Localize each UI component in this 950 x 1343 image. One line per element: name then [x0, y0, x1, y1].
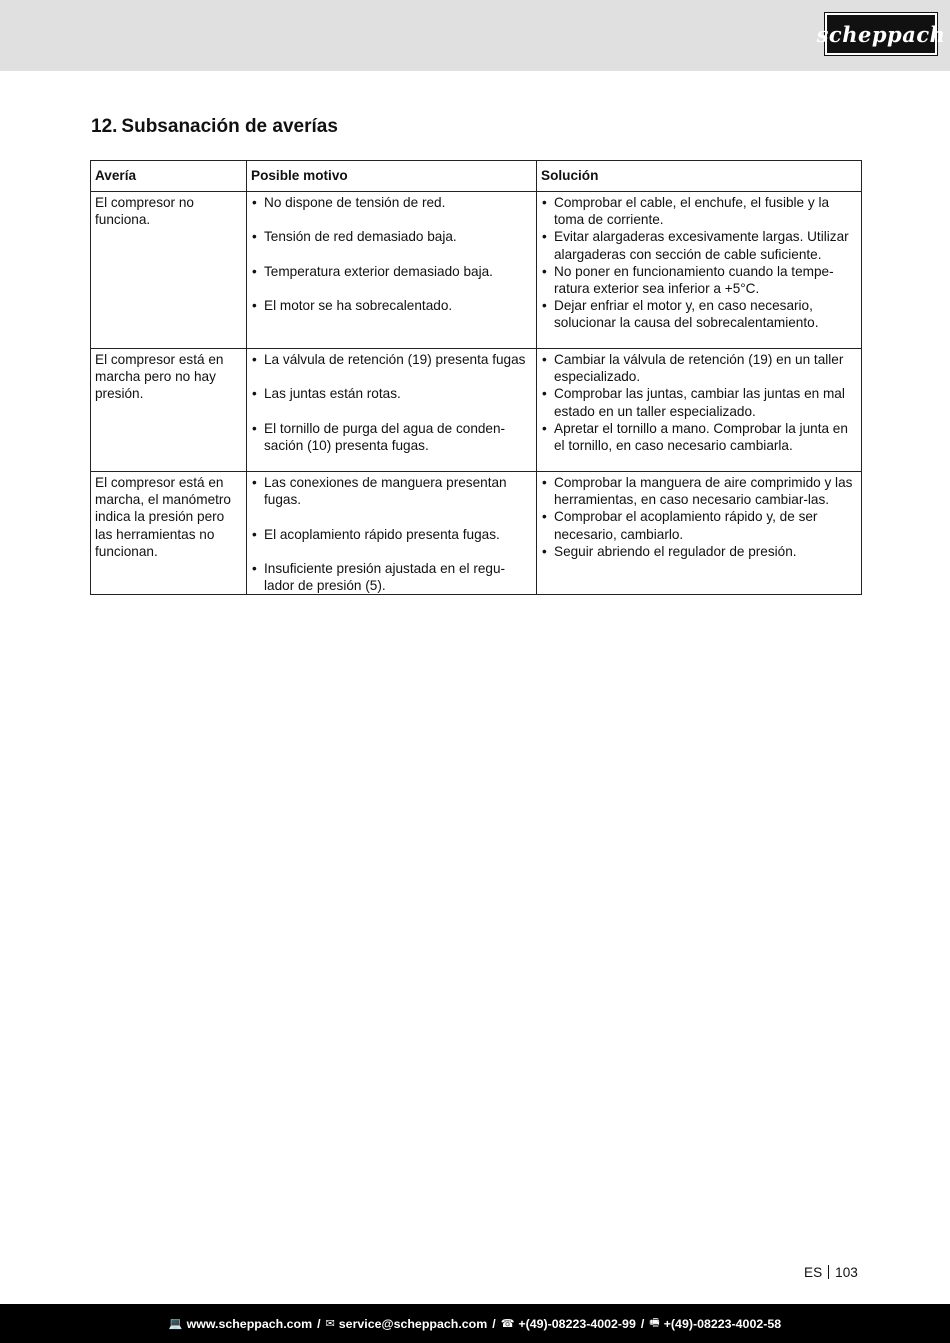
page-language: ES	[804, 1265, 823, 1280]
solution-item: • Evitar alargaderas excesivamente largas. Utilizar alargaderas con sección de cable suficiente.	[541, 228, 857, 262]
cause-item: • El motor se ha sobrecalentado.	[251, 297, 532, 314]
table-row	[91, 349, 862, 472]
computer-icon: 💻	[168, 1318, 183, 1330]
cause-item: • No dispone de tensión de red.	[251, 194, 532, 211]
footer-separator: /	[317, 1316, 321, 1331]
fax-icon: 🖷	[649, 1317, 660, 1329]
cause-item: • Temperatura exterior demasiado baja.	[251, 263, 532, 280]
troubleshooting-table	[90, 160, 862, 595]
cause-cell	[247, 192, 537, 349]
cause-item: • La válvula de retención (19) presenta fugas	[251, 351, 532, 368]
cause-item: • Las juntas están rotas.	[251, 385, 532, 402]
fault-cell: El compresor está en marcha pero no hay presión.	[91, 349, 247, 472]
header-band	[0, 0, 950, 71]
column-header-fault: Avería	[91, 161, 247, 192]
solution-item: • Seguir abriendo el regulador de presión.	[541, 543, 857, 560]
table-header-row	[91, 161, 862, 192]
solution-item: • Comprobar la manguera de aire comprimido y las herramientas, en caso necesario cambiar-las.	[541, 474, 857, 508]
footer-email[interactable]: service@scheppach.com	[338, 1316, 488, 1331]
column-header-cause: Posible motivo	[247, 161, 537, 192]
phone-icon: ☎	[500, 1318, 515, 1330]
footer-bar	[0, 1304, 950, 1343]
page-number-divider	[828, 1265, 829, 1279]
page-number	[804, 1265, 858, 1280]
solution-item: • Comprobar las juntas, cambiar las juntas en mal estado en un taller especializado.	[541, 385, 857, 419]
solution-item: • Comprobar el cable, el enchufe, el fusible y la toma de corriente.	[541, 194, 857, 228]
section-title: Subsanación de averías	[121, 116, 338, 137]
solution-item: • Apretar el tornillo a mano. Comprobar la junta en el tornillo, en caso necesario cambiarla.	[541, 420, 857, 454]
solution-cell	[537, 472, 862, 595]
fault-cell: El compresor no funciona.	[91, 192, 247, 349]
table-row	[91, 192, 862, 349]
cause-item: • El tornillo de purga del agua de conden-sación (10) presenta fugas.	[251, 420, 532, 454]
solution-item: • Comprobar el acoplamiento rápido y, de ser necesario, cambiarlo.	[541, 508, 857, 542]
footer-separator: /	[492, 1316, 496, 1331]
page-number-value: 103	[835, 1265, 858, 1280]
cause-cell	[247, 472, 537, 595]
column-header-solution: Solución	[537, 161, 862, 192]
solution-cell	[537, 349, 862, 472]
cause-item: • Las conexiones de manguera presentan fugas.	[251, 474, 532, 508]
section-number: 12.	[91, 116, 118, 137]
footer-fax: +(49)-08223-4002-58	[663, 1316, 782, 1331]
cause-item: • Tensión de red demasiado baja.	[251, 228, 532, 245]
cause-cell	[247, 349, 537, 472]
solution-item: • Cambiar la válvula de retención (19) en un taller especializado.	[541, 351, 857, 385]
table-row	[91, 472, 862, 595]
solution-item: • No poner en funcionamiento cuando la tempe-ratura exterior sea inferior a +5°C.	[541, 263, 857, 297]
section-heading	[91, 116, 338, 138]
fault-cell: El compresor está en marcha, el manómetro indica la presión pero las herramientas no funcionan.	[91, 472, 247, 595]
footer-website[interactable]: www.scheppach.com	[186, 1316, 313, 1331]
cause-item: • El acoplamiento rápido presenta fugas.	[251, 526, 532, 543]
envelope-icon: ✉	[325, 1318, 335, 1330]
cause-item: • Insuficiente presión ajustada en el regu-lador de presión (5).	[251, 560, 532, 594]
footer-separator: /	[640, 1316, 645, 1331]
solution-cell	[537, 192, 862, 349]
scheppach-logo: scheppach	[825, 13, 937, 55]
solution-item: • Dejar enfriar el motor y, en caso necesario, solucionar la causa del sobrecalentamiento.	[541, 297, 857, 331]
footer-phone: +(49)-08223-4002-99	[518, 1316, 636, 1331]
